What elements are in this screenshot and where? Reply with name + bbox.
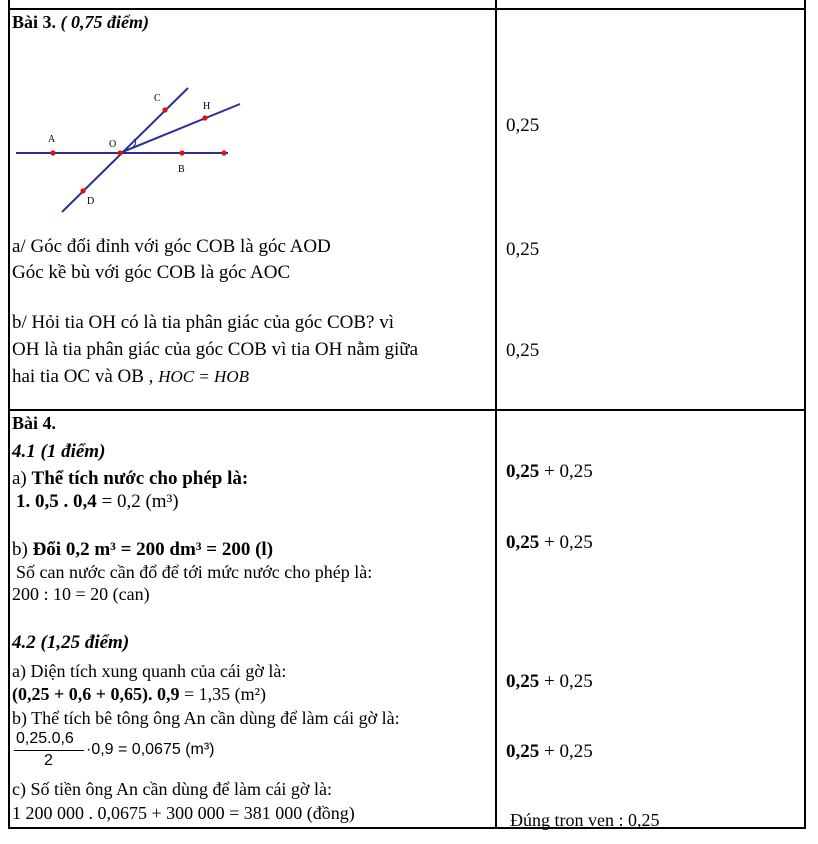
q2b-fraction-num: 0,25.0,6 [16,730,74,747]
label-d: D [87,196,95,207]
score-1a [506,462,593,481]
geometry-figure [10,85,250,215]
score-1a-bold: 0,25 [506,461,540,482]
score-2a-bold: 0,25 [506,671,540,692]
point-b-end [221,150,226,155]
angle-equation: HOC = HOB [158,367,249,386]
score-2c: Đúng trọn vẹn : 0,25 [510,810,660,830]
q1b-line2: Số can nước cần đổ để tới mức nước cho phép là: [16,562,373,582]
q1a-text: Thể tích nước cho phép là: [31,468,249,489]
q2a-calc [12,685,266,703]
point-a [50,150,55,155]
label-a: A [48,134,56,145]
score-1b-rest: + 0,25 [539,532,593,553]
label-h: H [203,101,211,112]
bai3-heading: Bài 3. [12,12,57,32]
q2c-line2: 1 200 000 . 0,0675 + 300 000 = 381 000 (đồng) [12,803,355,823]
q1b-line [12,540,273,559]
bai3-part-b-text: hai tia OC và OB , [12,366,154,387]
section-4-2: 4.2 (1,25 điểm) [12,632,130,653]
score-2a-rest: + 0,25 [539,671,593,692]
bai3-part-a-line1: a/ Góc đối đỉnh với góc COB là góc AOD [12,236,331,257]
label-c: C [154,93,161,104]
q1b-line3: 200 : 10 = 20 (can) [12,584,150,604]
score-1b [506,533,593,552]
q2b-rest: ·0,9 = 0,0675 (m³) [86,741,215,758]
q1a-prefix: a) [12,468,32,489]
bai3-part-a-line2: Góc kề bù với góc COB là góc AOC [12,262,291,283]
q2a-line1: a) Diện tích xung quanh của cái gờ là: [12,661,287,681]
q1a-line [12,469,248,488]
q2a-calc-bold: (0,25 + 0,6 + 0,65). 0,9 [12,684,180,704]
score-b: 0,25 [506,340,540,361]
bai3-part-b-line2: OH là tia phân giác của góc COB vì tia OH nằm giữa [12,339,419,360]
score-2a [506,672,593,691]
score-2b [506,742,593,761]
score-2b-bold: 0,25 [506,741,540,762]
q2a-calc-rest: = 1,35 (m²) [179,684,267,704]
point-d [80,188,85,193]
point-o [117,150,122,155]
label-o: O [109,139,117,150]
label-b: B [178,164,185,175]
q2b-fraction-den: 2 [44,752,53,769]
bai4-heading: Bài 4. [12,413,57,433]
table-top-border [8,8,806,10]
table-bottom-border [8,827,806,829]
bai3-part-b-line3 [12,367,249,386]
score-1b-bold: 0,25 [506,532,540,553]
q1b-prefix: b) [12,539,33,560]
score-a: 0,25 [506,239,540,260]
score-figure: 0,25 [506,115,540,136]
bai3-title [12,13,149,31]
q1a-calc-rest: = 0,2 (m³) [96,491,179,512]
q1b-bold: Đổi 0,2 m³ = 200 dm³ = 200 (l) [32,539,274,560]
ray-oh [120,104,240,153]
table-column-divider [495,0,497,829]
point-c [162,107,167,112]
table-right-border [804,0,806,829]
q1a-calc-bold: 1. 0,5 . 0,4 [16,491,97,512]
q1a-calc [16,492,179,511]
q2c-line1: c) Số tiền ông An cần dùng để làm cái gờ là: [12,779,332,799]
score-2b-rest: + 0,25 [539,741,593,762]
section-4-1: 4.1 (1 điểm) [12,441,106,462]
table-row-divider [8,409,806,411]
line-cd [62,88,188,212]
score-1a-rest: + 0,25 [539,461,593,482]
q2b-line1: b) Thể tích bê tông ông An cần dùng để làm cái gờ là: [12,708,400,728]
point-b [179,150,184,155]
point-h [202,115,207,120]
bai3-points: ( 0,75 điểm) [60,12,149,32]
q2b-fraction-bar [14,750,84,751]
bai3-part-b-line1: b/ Hỏi tia OH có là tia phân giác của góc COB? vì [12,312,395,333]
